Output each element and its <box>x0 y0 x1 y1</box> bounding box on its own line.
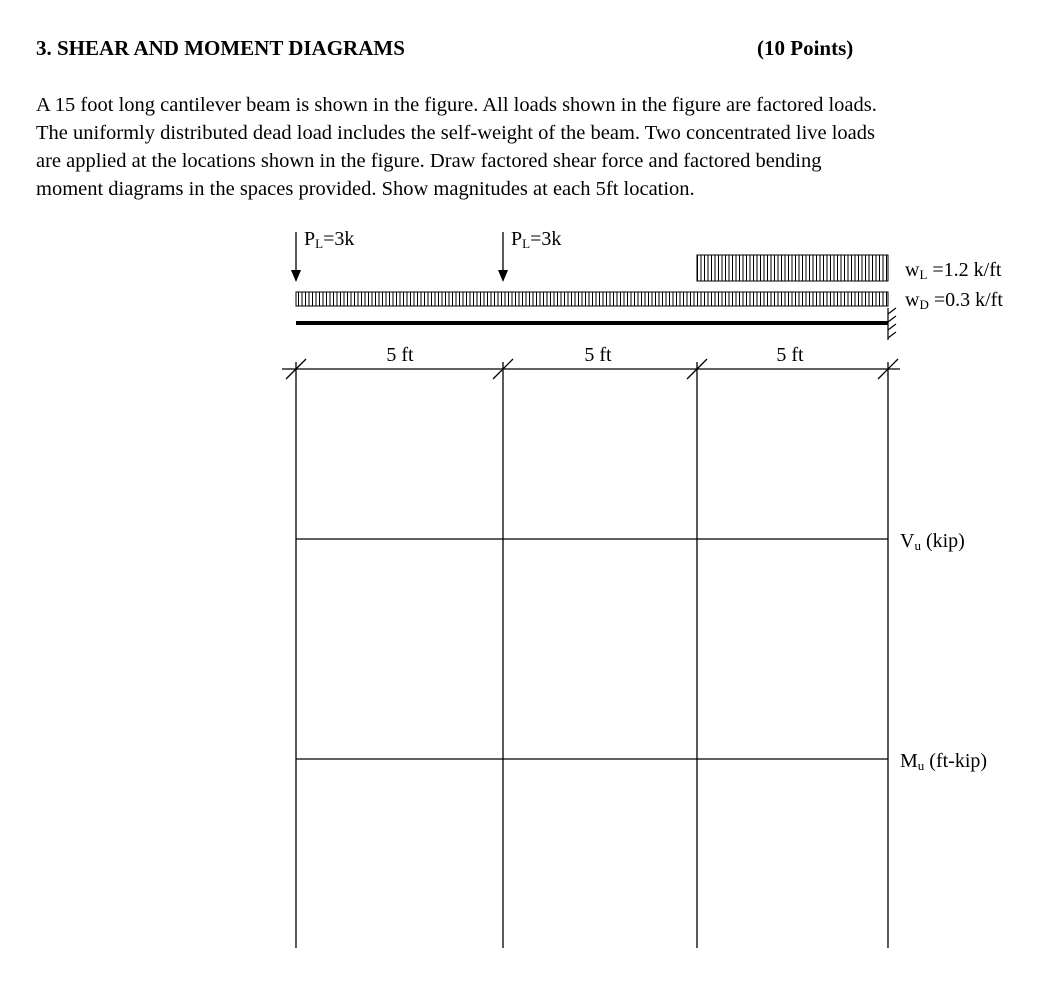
section-title: 3. SHEAR AND MOMENT DIAGRAMS <box>36 36 405 60</box>
dead-load-strip <box>296 289 1003 312</box>
fixed-support <box>888 308 896 340</box>
points-label: (10 Points) <box>757 36 854 60</box>
span-label-1: 5 ft <box>386 344 414 366</box>
dead-load-label: wD =0.3 k/ft <box>905 289 1003 312</box>
diagram-grid <box>296 362 888 948</box>
problem-line: A 15 foot long cantilever beam is shown in the figure. All loads shown in the figure are factored loads. <box>36 94 877 116</box>
point-load-2-label: PL=3k <box>511 228 562 251</box>
point-load-1 <box>291 228 354 282</box>
shear-diagram-label: Vu (kip) <box>900 530 965 553</box>
problem-line: The uniformly distributed dead load includes the self-weight of the beam. Two concentrated live loads <box>36 122 876 144</box>
live-load-block <box>697 255 1002 282</box>
moment-diagram-label: Mu (ft-kip) <box>900 750 988 773</box>
live-load-label: wL =1.2 k/ft <box>905 259 1002 282</box>
span-label-2: 5 ft <box>584 344 612 366</box>
span-label-3: 5 ft <box>776 344 804 366</box>
problem-line: moment diagrams in the spaces provided. Show magnitudes at each 5ft location. <box>36 178 695 200</box>
point-load-2 <box>498 228 561 282</box>
point-load-1-label: PL=3k <box>304 228 355 251</box>
problem-line: are applied at the locations shown in the figure. Draw factored shear force and factored bending <box>36 150 822 172</box>
